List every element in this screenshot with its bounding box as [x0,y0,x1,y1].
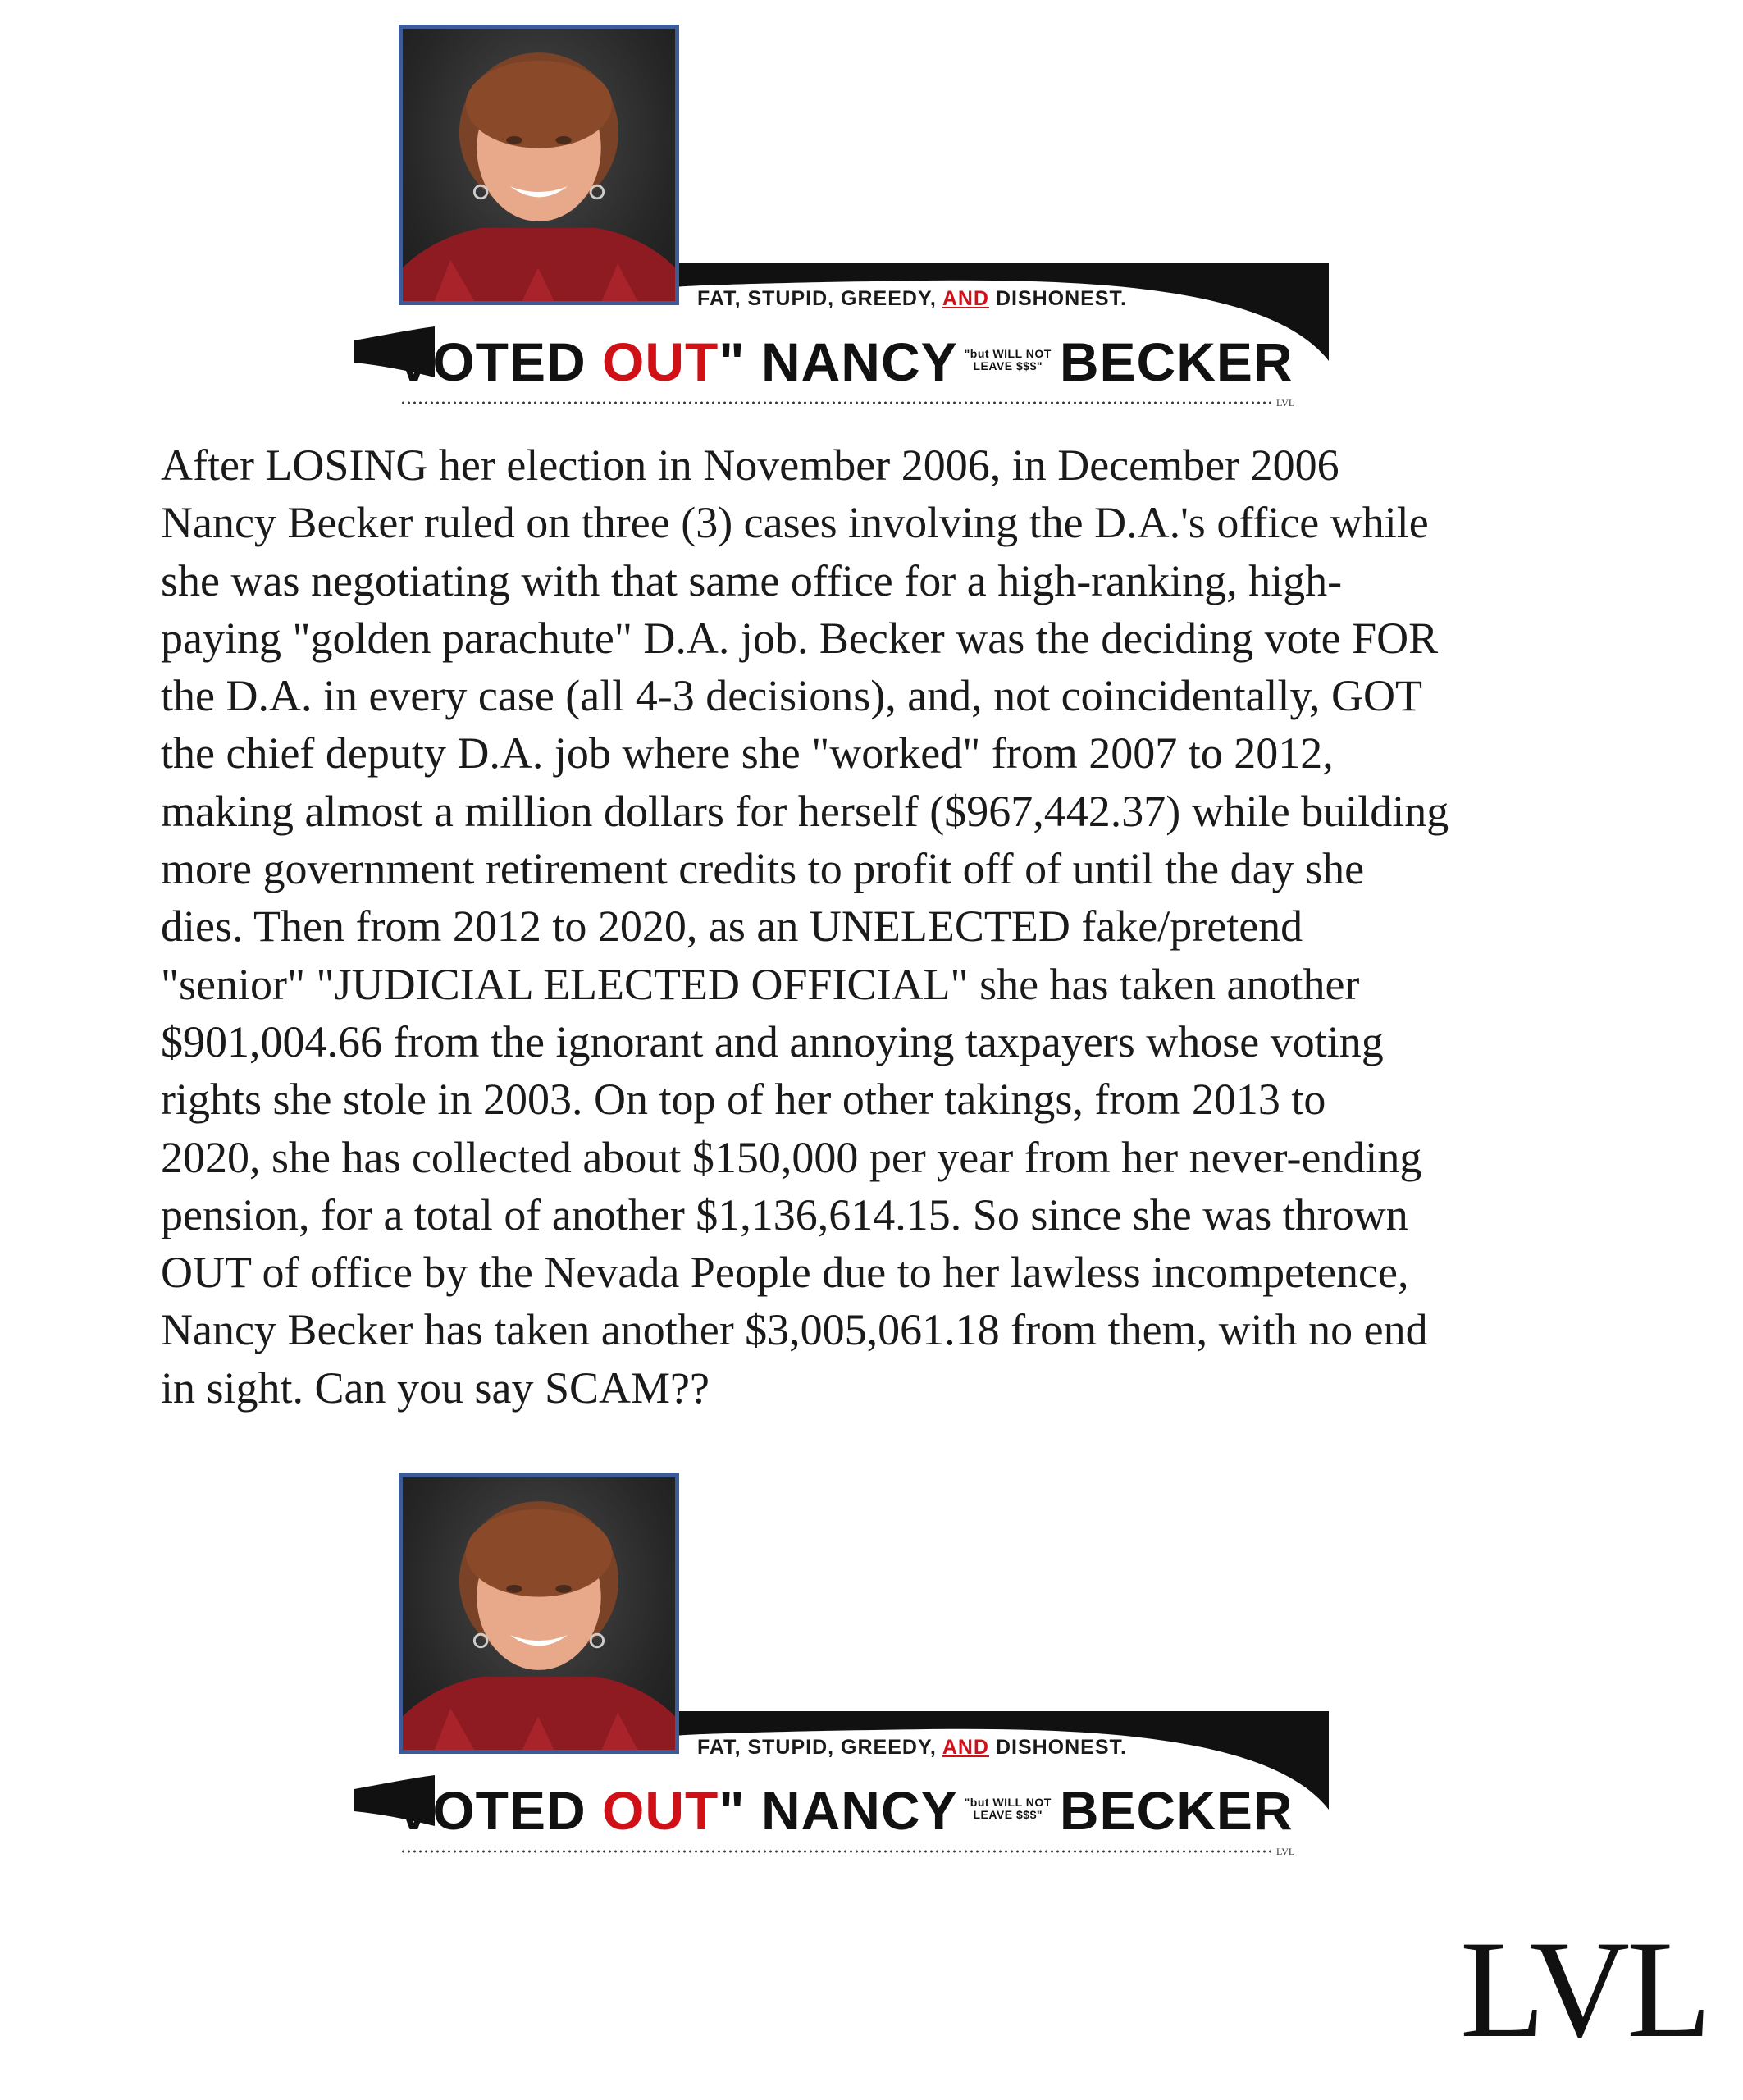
article-line: making almost a million dollars for herself ($967,442.37) while building [161,786,1449,836]
headline: "VOTED OUT" NANCY "but WILL NOT LEAVE $$$" BECKER [369,331,1294,392]
banner-mark: LVL [1276,1846,1295,1857]
article-line: in sight. Can you say SCAM?? [161,1363,710,1413]
article-body [161,436,1588,1417]
article-line: Nancy Becker ruled on three (3) cases involving the D.A.'s office while [161,498,1429,548]
banner-mark: LVL [1276,397,1295,409]
article-line: 2020, she has collected about $150,000 per year from her never-ending [161,1132,1422,1182]
dotted-rule [400,400,1274,405]
article-line: dies. Then from 2012 to 2020, as an UNELECTED fake/pretend [161,902,1303,952]
headline-aside: "but WILL NOT LEAVE $$$" [964,1795,1052,1821]
article-line: "senior" "JUDICIAL ELECTED OFFICIAL" she has taken another [161,959,1360,1009]
article-line: OUT of office by the Nevada People due to her lawless incompetence, [161,1248,1409,1298]
banner-top [353,25,1337,410]
portrait-photo [399,25,679,305]
article-line: pension, for a total of another $1,136,614.15. So since she was thrown [161,1189,1408,1239]
banner-bottom [353,1473,1337,1859]
signature-mark: LVL [1460,1912,1709,2066]
dotted-rule [400,1849,1274,1854]
headline-aside: "but WILL NOT LEAVE $$$" [964,346,1052,372]
article-line: rights she stole in 2003. On top of her other takings, from 2013 to [161,1075,1326,1125]
headline: "VOTED OUT" NANCY "but WILL NOT LEAVE $$$" BECKER [369,1780,1294,1841]
article-line: paying "golden parachute" D.A. job. Becker was the deciding vote FOR [161,613,1439,663]
tagline-and: AND [942,1736,989,1759]
tagline: FAT, STUPID, GREEDY, AND DISHONEST. [697,1736,1127,1759]
article-line: Nancy Becker has taken another $3,005,061.18 from them, with no end [161,1305,1428,1355]
article-line: the D.A. in every case (all 4-3 decisions), and, not coincidentally, GOT [161,671,1423,721]
article-line: $901,004.66 from the ignorant and annoying taxpayers whose voting [161,1016,1384,1066]
article-line: she was negotiating with that same office for a high-ranking, high- [161,555,1343,605]
tagline-and: AND [942,287,989,310]
article-line: After LOSING her election in November 2006, in December 2006 [161,441,1339,490]
tagline: FAT, STUPID, GREEDY, AND DISHONEST. [697,287,1127,310]
headline-out: OUT [602,1780,719,1841]
headline-out: OUT [602,331,719,392]
article-line: the chief deputy D.A. job where she "worked" from 2007 to 2012, [161,728,1334,778]
portrait-photo [399,1473,679,1754]
article-line: more government retirement credits to profit off of until the day she [161,844,1365,894]
